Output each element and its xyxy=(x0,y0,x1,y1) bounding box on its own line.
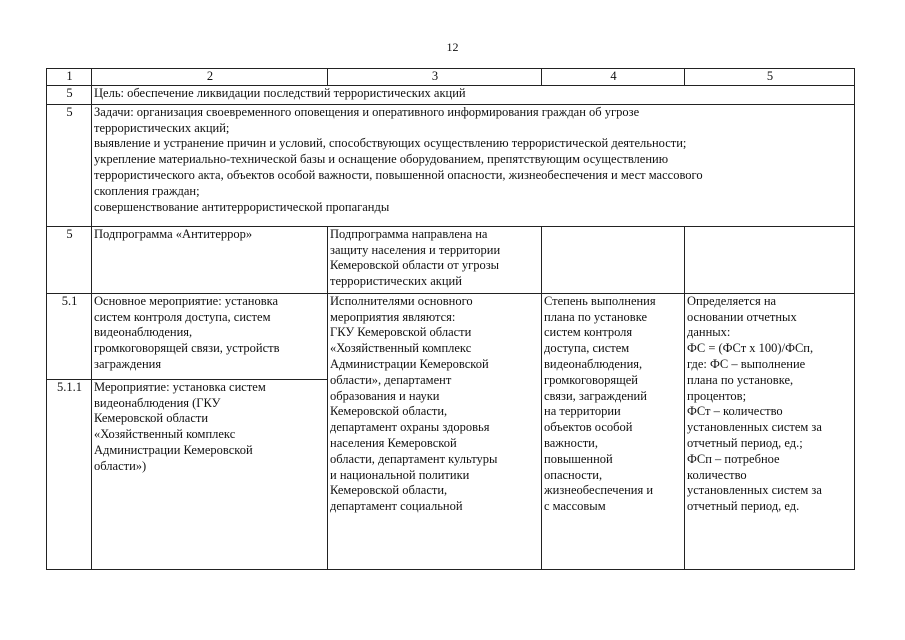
method-line: плана по установке, xyxy=(687,372,794,387)
method-line: основании отчетных xyxy=(687,309,797,324)
subprogram-empty-cell-5 xyxy=(685,226,855,293)
indicator-line: видеонаблюдения, xyxy=(544,356,643,371)
indicator-line: Степень выполнения xyxy=(544,293,656,308)
goal-text xyxy=(92,85,855,104)
header-cell-2: 2 xyxy=(92,69,328,86)
subprogram-name-line: Подпрограмма «Антитеррор» xyxy=(94,226,253,241)
tasks-line: террористических акций; xyxy=(94,120,230,135)
method-line: ФСп – потребное xyxy=(687,451,780,466)
executors-line: департамент охраны здоровья xyxy=(330,420,490,435)
measure-5-1-name-line: заграждения xyxy=(94,356,162,371)
indicator-line: жизнеобеспечения и xyxy=(544,483,654,498)
measure-5-1-name xyxy=(92,293,328,379)
measure-5-1-1-name-line: Мероприятие: установка систем xyxy=(94,379,266,394)
executors-line: ГКУ Кемеровской области xyxy=(330,325,472,340)
indicator-line: плана по установке xyxy=(544,309,648,324)
measure-indicator xyxy=(542,293,685,569)
executors-line: Кемеровской области, xyxy=(330,483,448,498)
goal-row-number: 5 xyxy=(47,85,92,104)
header-cell-4: 4 xyxy=(542,69,685,86)
subprogram-description xyxy=(328,226,542,293)
tasks-row xyxy=(47,104,855,226)
header-cell-3: 3 xyxy=(328,69,542,86)
subprogram-name xyxy=(92,226,328,293)
program-table xyxy=(46,68,855,570)
tasks-line: выявление и устранение причин и условий, способствующих осуществлению террористической деятельности; xyxy=(94,136,687,151)
method-line: установленных систем за xyxy=(687,420,822,435)
header-cell-1: 1 xyxy=(47,69,92,86)
measure-5-1-row xyxy=(47,293,855,379)
tasks-line: террористического акта, объектов особой важности, повышенной опасности, жизнеобеспечения и мест массового xyxy=(94,167,703,182)
executors-line: образования и науки xyxy=(330,388,440,403)
indicator-line: громкоговорящей xyxy=(544,372,638,387)
indicator-line: на территории xyxy=(544,404,621,419)
subprogram-description-line: Подпрограмма направлена на xyxy=(330,226,488,241)
subprogram-description-line: террористических акций xyxy=(330,274,462,289)
measure-5-1-1-name-line: Администрации Кемеровской xyxy=(94,442,253,457)
measure-5-1-1-name-line: области») xyxy=(94,458,147,473)
method-line: установленных систем за xyxy=(687,483,822,498)
header-cell-5: 5 xyxy=(685,69,855,86)
indicator-line: повышенной xyxy=(544,451,613,466)
measure-5-1-name-line: Основное мероприятие: установка xyxy=(94,293,279,308)
method-line: где: ФС – выполнение xyxy=(687,356,806,371)
tasks-line: совершенствование антитеррористической пропаганды xyxy=(94,199,390,214)
tasks-text xyxy=(92,104,855,226)
indicator-line: с массовым xyxy=(544,499,606,514)
measure-5-1-name-line: систем контроля доступа, систем xyxy=(94,309,271,324)
method-line: данных: xyxy=(687,325,731,340)
indicator-line: опасности, xyxy=(544,467,603,482)
subprogram-empty-cell-4 xyxy=(542,226,685,293)
method-line: отчетный период, ед. xyxy=(687,499,800,514)
indicator-line: доступа, систем xyxy=(544,341,630,356)
tasks-line: Задачи: организация своевременного оповещения и оперативного информирования граждан об угрозе xyxy=(94,104,640,119)
goal-row xyxy=(47,85,855,104)
method-line: отчетный период, ед.; xyxy=(687,435,803,450)
executors-line: области, департамент культуры xyxy=(330,451,498,466)
indicator-line: связи, заграждений xyxy=(544,388,647,403)
executors-line: Исполнителями основного xyxy=(330,293,473,308)
measure-5-1-name-line: громкоговорящей связи, устройств xyxy=(94,341,280,356)
header-row xyxy=(47,69,855,86)
executors-line: населения Кемеровской xyxy=(330,435,457,450)
tasks-row-number: 5 xyxy=(47,104,92,226)
measure-5-1-number: 5.1 xyxy=(47,293,92,379)
subprogram-row-number: 5 xyxy=(47,226,92,293)
executors-line: области», департамент xyxy=(330,372,452,387)
measure-5-1-name-line: видеонаблюдения, xyxy=(94,325,193,340)
measure-calculation-method xyxy=(685,293,855,569)
tasks-line: скопления граждан; xyxy=(94,183,200,198)
method-line: процентов; xyxy=(687,388,747,403)
indicator-line: объектов особой xyxy=(544,420,633,435)
measure-5-1-1-name-line: видеонаблюдения (ГКУ xyxy=(94,395,221,410)
measure-5-1-1-number: 5.1.1 xyxy=(47,379,92,569)
indicator-line: важности, xyxy=(544,435,598,450)
method-line: количество xyxy=(687,467,747,482)
method-line: ФСт – количество xyxy=(687,404,783,419)
executors-line: департамент социальной xyxy=(330,499,463,514)
goal-line: Цель: обеспечение ликвидации последствий террористических акций xyxy=(94,85,466,100)
executors-line: Администрации Кемеровской xyxy=(330,356,489,371)
tasks-line: укрепление материально-технической базы и оснащение оборудованием, препятствующим осуществлению xyxy=(94,152,669,167)
method-line: ФС = (ФСт х 100)/ФСп, xyxy=(687,341,814,356)
method-line: Определяется на xyxy=(687,293,777,308)
subprogram-description-line: Кемеровской области от угрозы xyxy=(330,258,500,273)
measure-executors xyxy=(328,293,542,569)
subprogram-row xyxy=(47,226,855,293)
page-number: 12 xyxy=(446,40,459,54)
subprogram-description-line: защиту населения и территории xyxy=(330,242,501,257)
executors-line: мероприятия являются: xyxy=(330,309,456,324)
measure-5-1-1-name xyxy=(92,379,328,569)
measure-5-1-1-name-line: «Хозяйственный комплекс xyxy=(94,427,236,442)
executors-line: Кемеровской области, xyxy=(330,404,448,419)
measure-5-1-1-name-line: Кемеровской области xyxy=(94,411,209,426)
executors-line: и национальной политики xyxy=(330,467,470,482)
indicator-line: систем контроля xyxy=(544,325,633,340)
executors-line: «Хозяйственный комплекс xyxy=(330,341,472,356)
